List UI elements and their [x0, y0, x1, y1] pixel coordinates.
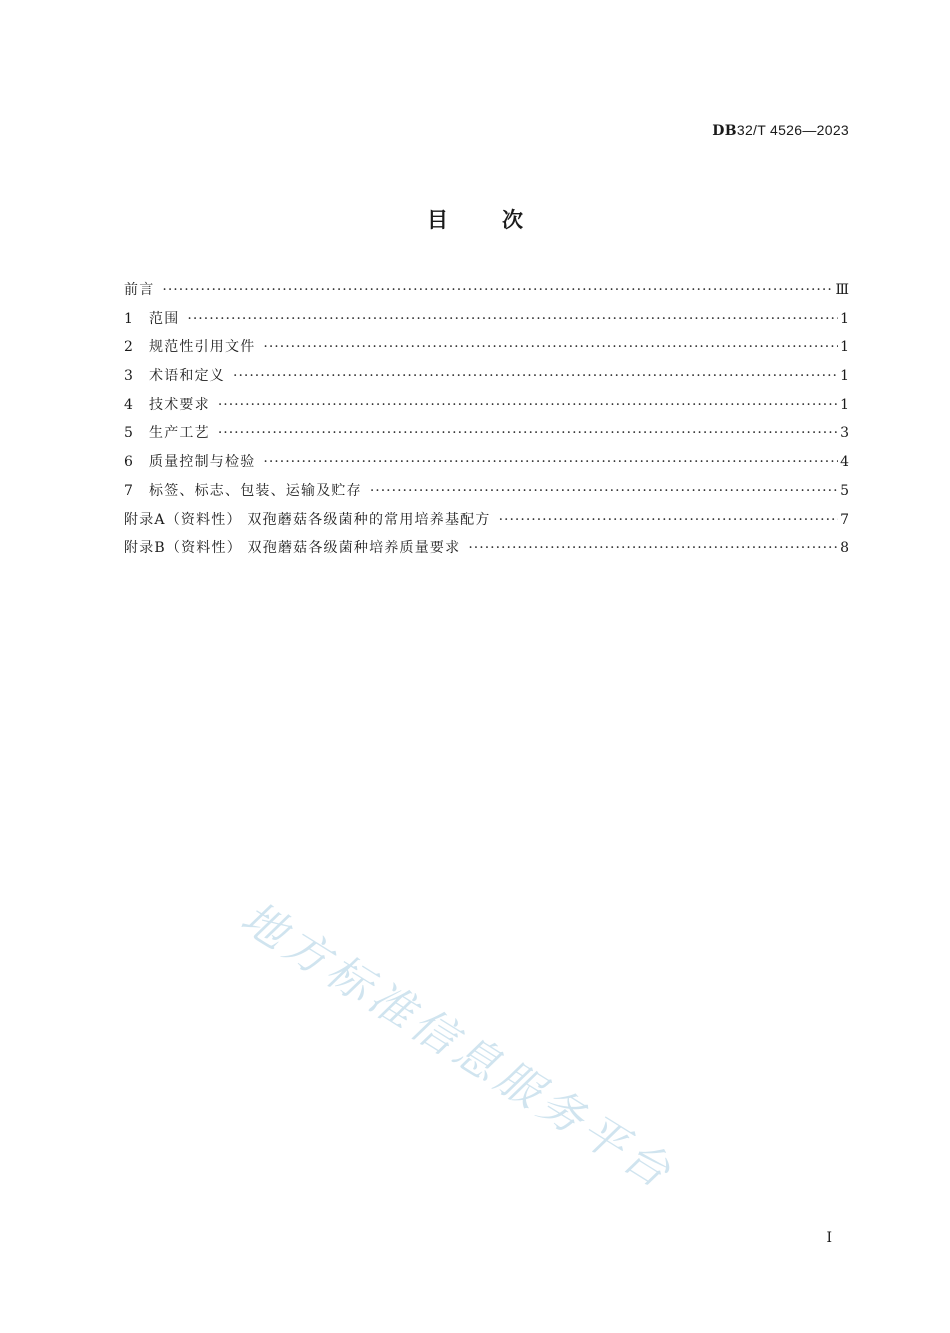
toc-leader-dots [162, 282, 833, 298]
toc-entry-number: 7 [124, 482, 133, 499]
toc-entry-page: 1 [840, 339, 849, 356]
toc-entry-page: 1 [840, 310, 849, 327]
toc-entry-1[interactable] [124, 308, 849, 337]
standard-code: 32/T 4526—2023 [736, 122, 849, 138]
toc-entry-page: 1 [840, 396, 849, 413]
toc-leader-dots [263, 454, 838, 470]
toc-entry-number: 3 [124, 368, 133, 385]
toc-entry-page: 3 [840, 425, 849, 442]
toc-entry-label: 标签、标志、包装、运输及贮存 [149, 482, 362, 499]
toc-leader-dots [233, 368, 838, 384]
toc-leader-dots [187, 311, 838, 327]
toc-leader-dots [218, 397, 838, 413]
table-of-contents [124, 279, 849, 566]
toc-leader-dots [370, 483, 838, 499]
toc-entry-label: 范围 [149, 310, 180, 327]
toc-entry-6[interactable] [124, 451, 849, 480]
toc-entry-4[interactable] [124, 394, 849, 423]
toc-entry-label: 质量控制与检验 [149, 454, 256, 471]
watermark: 地方标准信息服务平台 [232, 892, 684, 1201]
toc-entry-page: Ⅲ [835, 282, 849, 298]
toc-entry-page: 4 [840, 454, 849, 471]
toc-entry-number: 1 [124, 310, 133, 327]
toc-entry-label: 技术要求 [149, 396, 210, 413]
toc-leader-dots [499, 512, 839, 528]
toc-entry-label: 规范性引用文件 [149, 339, 256, 356]
toc-entry-appendix-b[interactable] [124, 537, 849, 566]
toc-leader-dots [263, 339, 838, 355]
toc-entry-3[interactable] [124, 365, 849, 394]
toc-entry-foreword[interactable] [124, 279, 849, 308]
page-number: I [826, 1230, 832, 1246]
toc-entry-page: 8 [840, 540, 849, 557]
toc-entry-number: 2 [124, 339, 133, 356]
toc-entry-label: 生产工艺 [149, 425, 210, 442]
toc-entry-page: 5 [840, 482, 849, 499]
toc-entry-label: 附录A（资料性） 双孢蘑菇各级菌种的常用培养基配方 [124, 511, 491, 528]
toc-entry-5[interactable] [124, 422, 849, 451]
standard-prefix: DB [712, 123, 737, 139]
page-title: 目次 [427, 208, 577, 232]
toc-entry-page: 7 [840, 511, 849, 528]
standard-number [712, 122, 849, 139]
toc-entry-number: 4 [124, 396, 133, 413]
toc-entry-7[interactable] [124, 480, 849, 509]
toc-entry-page: 1 [840, 368, 849, 385]
toc-entry-label: 附录B（资料性） 双孢蘑菇各级菌种培养质量要求 [124, 540, 461, 557]
toc-leader-dots [468, 540, 838, 556]
toc-leader-dots [218, 425, 838, 441]
toc-entry-label: 术语和定义 [149, 368, 225, 385]
toc-entry-2[interactable] [124, 336, 849, 365]
toc-entry-number: 6 [124, 454, 133, 471]
toc-entry-number: 5 [124, 425, 133, 442]
toc-entry-label: 前言 [124, 282, 155, 298]
toc-entry-appendix-a[interactable] [124, 509, 849, 538]
